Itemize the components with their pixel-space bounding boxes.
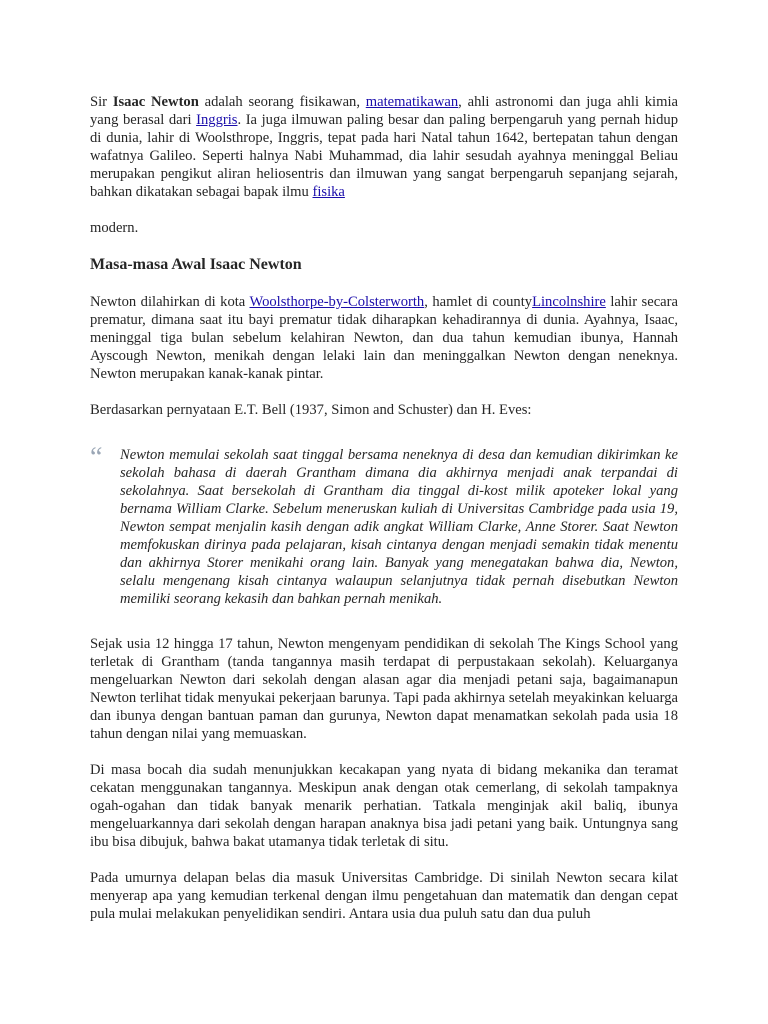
link-woolsthorpe[interactable]: Woolsthorpe-by-Colsterworth [249,294,425,310]
cambridge-paragraph: Pada umurnya delapan belas dia masuk Universitas Cambridge. Di sinilah Newton secara kilat menyerap apa yang kemudian terkenal dengan ilmu pengetahuan dan matematik dan dengan cepat pula mulai melakukan penyelidikan sendiri. Antara usia dua puluh satu dan dua puluh [90,870,678,922]
document-page [90,93,678,923]
birth-text-2: , hamlet di county [424,294,533,310]
link-matematikawan[interactable]: matematikawan [365,94,459,110]
birth-paragraph [90,293,678,383]
intro-text-1: adalah seorang fisikawan, [198,94,366,110]
section-heading: Masa-masa Awal Isaac Newton [90,256,302,273]
school-paragraph: Sejak usia 12 hingga 17 tahun, Newton mengenyam pendidikan di sekolah The Kings School yang terletak di Grantham (tanda tangannya masih terdapat di perpustakaan sekolah). Keluarganya mengeluarkan Newton dari sekolah dengan alasan agar dia menjadi petani saja, bagaimanapun Newton terlihat tidak menyukai pekerjaan barunya. Tapi pada akhirnya setelah meyakinkan keluarga dan ibunya dengan bantuan paman dan gurunya, Newton dapat menamatkan sekolah pada usia 18 tahun dengan nilai yang memuaskan. [90,636,678,742]
birth-text-3: lahir secara prematur, dimana saat itu bayi prematur tidak diharapkan kehadirannya di dunia. Ayahnya, Isaac, meninggal tiga bulan sebelum kelahiran Newton, dan dua tahun kemudian ibunya, Hannah Ayscough Newton, menikah dengan lelaki lain dan meninggalkan Newton dengan neneknya. Newton merupakan kanak-kanak pintar. [90,294,678,382]
intro-paragraph [90,93,678,201]
link-fisika[interactable]: fisika [312,184,345,200]
childhood-paragraph: Di masa bocah dia sudah menunjukkan kecakapan yang nyata di bidang mekanika dan teramat cekatan menggunakan tangannya. Meskipun anak dengan otak cemerlang, di sekolah tampaknya ogah-ogahan dan tidak banyak menarik perhatian. Tatkala menginjak akil baliq, ibunya mengeluarkannya dari sekolah dengan harapan anaknya bisa jadi petani yang baik. Untungnya sang ibu bisa dibujuk, bahwa bakat utamanya tidak terletak di situ. [90,762,678,850]
source-paragraph: Berdasarkan pernyataan E.T. Bell (1937, Simon and Schuster) dan H. Eves: [90,402,532,418]
intro-sir: Sir [90,94,113,110]
quote-text: Newton memulai sekolah saat tinggal bersama neneknya di desa dan kemudian dikirimkan ke sekolah bahasa di daerah Grantham dimana dia akhirnya menjadi anak terpandai di sekolahnya. Saat bersekolah di Grantham dia tinggal di-kost milik apoteker lokal yang bernama William Clarke. Sebelum meneruskan kuliah di Universitas Cambridge pada usia 19, Newton sempat menjalin kasih dengan adik angkat William Clarke, Anne Storer. Saat Newton memfokuskan dirinya pada pelajaran, kisah cintanya dengan menjadi semakin tidak menentu dan akhirnya Storer menikahi orang lain. Banyak yang menegatakan bahwa dia, Newton, selalu mengenang kisah cintanya walaupun selanjutnya tidak pernah disebutkan Newton memiliki seorang kekasih dan bahkan pernah menikah. [120,447,678,607]
intro-modern: modern. [90,220,139,236]
link-lincolnshire[interactable]: Lincolnshire [532,294,606,310]
intro-text-3: . Ia juga ilmuwan paling besar dan paling berpengaruh yang pernah hidup di dunia, lahir di Woolsthrope, Inggris, tepat pada hari Natal tahun 1642, bertepatan tahun dengan wafatnya Galileo. Seperti halnya Nabi Muhammad, dia lahir sesudah ayahnya meninggal Beliau merupakan pengikut aliran heliosentris dan ilmuwan yang sangat berpengaruh sepanjang sejarah, bahkan dikatakan sebagai bapak ilmu [90,112,679,200]
birth-text-1: Newton dilahirkan di kota [90,294,250,310]
link-inggris[interactable]: Inggris [196,112,238,128]
quote-mark-icon: “ [90,442,103,473]
intro-name: Isaac Newton [112,94,199,110]
blockquote [90,442,678,608]
intro-text-2: , ahli astronomi dan juga ahli kimia yang berasal dari [90,94,678,128]
